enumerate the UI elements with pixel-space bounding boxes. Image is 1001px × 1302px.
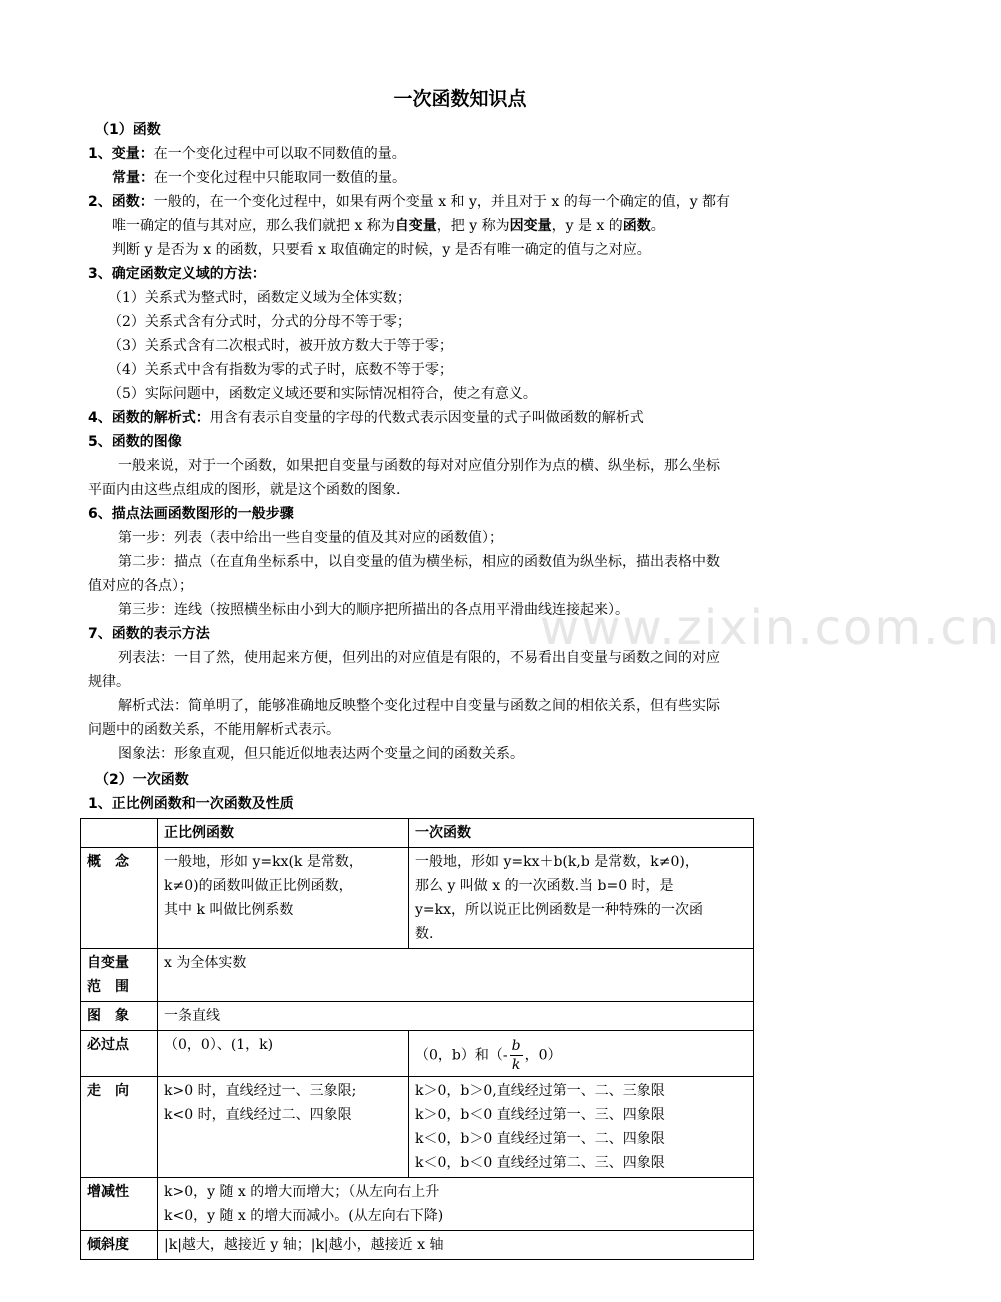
points-linear: （0，b）和（- $\frac{b}{k}$ ，0） [409, 1031, 754, 1077]
expression-definition: 4、函数的解析式：用含有表示自变量的字母的代数式表示因变量的式子叫做函数的解析式 [88, 410, 644, 426]
graph-method: 图象法：形象直观，但只能近似地表达两个变量之间的函数关系。 [118, 746, 524, 762]
table-row [81, 1231, 754, 1260]
table-row [81, 1031, 754, 1077]
points-proportional: （0，0）、(1，k) [158, 1031, 409, 1077]
concept-linear: 一般地，形如 y=kx＋b(k,b 是常数，k≠0)， 那么 y 叫做 x 的一次函数.当 b=0 时，是 y=kx，所以说正比例函数是一种特殊的一次函 数. [409, 848, 754, 949]
column-header-proportional: 正比例函数 [158, 819, 409, 848]
domain-item: （3）关系式含有二次根式时，被开放方数大于等于零； [108, 338, 453, 354]
function-definition-line-1: 2、函数：一般的，在一个变化过程中，如果有两个变量 x 和 y，并且对于 x 的每一个确定的值，y 都有 [88, 194, 731, 210]
step-3: 第三步：连线（按照横坐标由小到大的顺序把所描出的各点用平滑曲线连接起来）。 [118, 602, 629, 618]
function-judgement: 判断 y 是否为 x 的函数，只要看 x 取值确定的时候，y 是否有唯一确定的值与之对应。 [112, 242, 651, 258]
formula-method-line-1: 解析式法：简单明了，能够准确地反映整个变化过程中自变量与函数之间的相依关系，但有些实际 [118, 698, 720, 714]
watermark: www.zixin.com.cn [540, 600, 1001, 656]
domain-header: 3、确定函数定义域的方法： [88, 266, 266, 282]
section-2-subheader: 1、正比例函数和一次函数及性质 [88, 796, 294, 812]
formula-method-line-2: 问题中的函数关系，不能用解析式表示。 [88, 722, 340, 738]
slope-value: |k|越大，越接近 y 轴；|k|越小，越接近 x 轴 [158, 1231, 754, 1260]
domain-item: （5）实际问题中，函数定义域还要和实际情况相符合，使之有意义。 [108, 386, 537, 402]
direction-proportional: k>0 时，直线经过一、三象限; k<0 时，直线经过二、四象限 [158, 1077, 409, 1178]
step-2-line-1: 第二步：描点（在直角坐标系中，以自变量的值为横坐标，相应的函数值为纵坐标，描出表格中数 [118, 554, 720, 570]
domain-item: （2）关系式含有分式时，分式的分母不等于零； [108, 314, 411, 330]
section-1-header: （1）函数 [95, 122, 161, 138]
steps-header: 6、描点法画函数图形的一般步骤 [88, 506, 294, 522]
graph-text-line-1: 一般来说，对于一个函数，如果把自变量与函数的每对对应值分别作为点的横、纵坐标，那么坐标 [118, 458, 720, 474]
step-2-line-2: 值对应的各点）； [88, 578, 193, 594]
table-method-line-1: 列表法：一目了然，使用起来方便，但列出的对应值是有限的，不易看出自变量与函数之间的对应 [118, 650, 720, 666]
graph-value: 一条直线 [158, 1002, 754, 1031]
representation-header: 7、函数的表示方法 [88, 626, 210, 642]
domain-item: （4）关系式中含有指数为零的式子时，底数不等于零； [108, 362, 453, 378]
domain-item: （1）关系式为整式时，函数定义域为全体实数； [108, 290, 411, 306]
table-row [81, 1002, 754, 1031]
column-header-linear: 一次函数 [409, 819, 754, 848]
constant-definition: 常量：在一个变化过程中只能取同一数值的量。 [112, 170, 406, 186]
function-definition-line-2: 唯一确定的值与其对应，那么我们就把 x 称为自变量，把 y 称为因变量，y 是 x 的函数。 [112, 218, 665, 234]
table-row [81, 1077, 754, 1178]
row-label-concept: 概 念 [81, 848, 158, 949]
row-label-monotonicity: 增减性 [81, 1178, 158, 1231]
graph-header: 5、函数的图像 [88, 434, 182, 450]
linear-function-table [80, 818, 754, 1260]
table-row [81, 949, 754, 1002]
direction-linear: k＞0，b＞0,直线经过第一、二、三象限 k＞0，b＜0 直线经过第一、三、四象限 k＜0，b＞0 直线经过第一、二、四象限 k＜0，b＜0 直线经过第二、三、四象限 [409, 1077, 754, 1178]
step-1: 第一步：列表（表中给出一些自变量的值及其对应的函数值）； [118, 530, 503, 546]
page-title: 一次函数知识点 [393, 88, 527, 110]
fraction-b-over-k: $\frac{b}{k}$ [511, 1038, 521, 1073]
row-label-direction: 走 向 [81, 1077, 158, 1178]
row-label-points: 必过点 [81, 1031, 158, 1077]
table-row [81, 848, 754, 949]
variable-definition: 1、变量：在一个变化过程中可以取不同数值的量。 [88, 146, 406, 162]
row-label-graph: 图 象 [81, 1002, 158, 1031]
row-label-range: 自变量 范 围 [81, 949, 158, 1002]
table-row [81, 819, 754, 848]
concept-proportional: 一般地，形如 y=kx(k 是常数， k≠0)的函数叫做正比例函数， 其中 k 叫做比例系数 [158, 848, 409, 949]
table-method-line-2: 规律。 [88, 674, 130, 690]
monotonicity-value: k>0，y 随 x 的增大而增大；（从左向右上升 k<0，y 随 x 的增大而减小。(从左向右下降) [158, 1178, 754, 1231]
graph-text-line-2: 平面内由这些点组成的图形，就是这个函数的图象. [88, 482, 401, 498]
table-row [81, 1178, 754, 1231]
row-label-slope: 倾斜度 [81, 1231, 158, 1260]
section-2-header: （2）一次函数 [95, 772, 189, 788]
range-value: x 为全体实数 [158, 949, 754, 1002]
